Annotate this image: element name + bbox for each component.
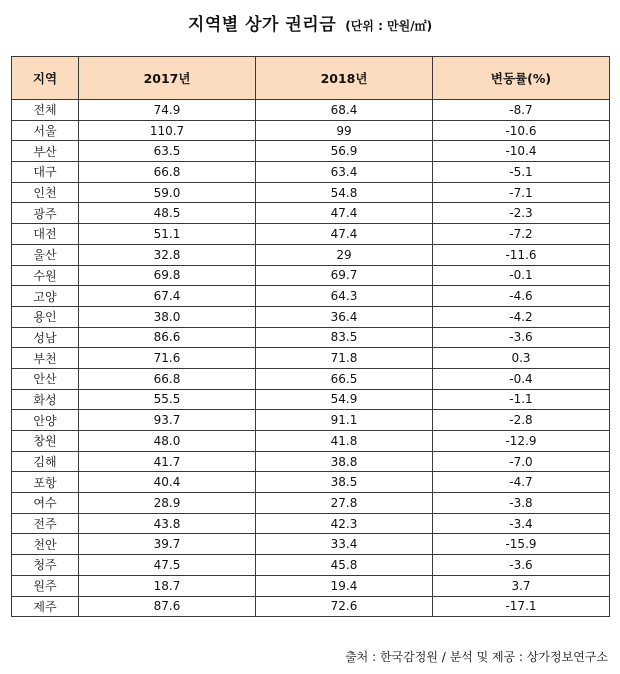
table-row	[12, 265, 610, 286]
cell-2018: 38.8	[256, 451, 433, 472]
cell-region: 대전	[12, 224, 79, 245]
table-row	[12, 327, 610, 348]
table-row	[12, 555, 610, 576]
cell-2017: 39.7	[79, 534, 256, 555]
cell-2017: 69.8	[79, 265, 256, 286]
table-row	[12, 513, 610, 534]
cell-change-rate: -10.6	[433, 120, 610, 141]
cell-2018: 69.7	[256, 265, 433, 286]
cell-2017: 110.7	[79, 120, 256, 141]
cell-2017: 66.8	[79, 368, 256, 389]
header-2018: 2018년	[256, 57, 433, 100]
cell-2018: 71.8	[256, 348, 433, 369]
cell-2018: 38.5	[256, 472, 433, 493]
title-text: 지역별 상가 권리금	[187, 15, 337, 35]
table-row	[12, 348, 610, 369]
cell-2018: 45.8	[256, 555, 433, 576]
cell-2018: 41.8	[256, 431, 433, 452]
cell-2017: 67.4	[79, 286, 256, 307]
cell-2017: 86.6	[79, 327, 256, 348]
header-row	[12, 57, 610, 100]
cell-change-rate: -0.1	[433, 265, 610, 286]
table-row	[12, 575, 610, 596]
header-2017: 2017년	[79, 57, 256, 100]
table-row	[12, 493, 610, 514]
cell-region: 원주	[12, 575, 79, 596]
table-row	[12, 410, 610, 431]
cell-region: 창원	[12, 431, 79, 452]
cell-change-rate: -4.7	[433, 472, 610, 493]
cell-region: 서울	[12, 120, 79, 141]
cell-2017: 66.8	[79, 162, 256, 183]
cell-2017: 71.6	[79, 348, 256, 369]
cell-2017: 41.7	[79, 451, 256, 472]
cell-region: 광주	[12, 203, 79, 224]
cell-2018: 42.3	[256, 513, 433, 534]
cell-region: 수원	[12, 265, 79, 286]
data-table	[11, 56, 610, 617]
source-note: 출처 : 한국감정원 / 분석 및 제공 : 상가정보연구소	[345, 650, 608, 664]
cell-change-rate: -7.2	[433, 224, 610, 245]
cell-2018: 54.9	[256, 389, 433, 410]
cell-change-rate: -5.1	[433, 162, 610, 183]
table-row	[12, 286, 610, 307]
table-row	[12, 389, 610, 410]
cell-change-rate: -4.6	[433, 286, 610, 307]
cell-change-rate: 0.3	[433, 348, 610, 369]
table-row	[12, 306, 610, 327]
cell-2017: 47.5	[79, 555, 256, 576]
cell-region: 전주	[12, 513, 79, 534]
cell-region: 청주	[12, 555, 79, 576]
header-change-rate: 변동률(%)	[433, 57, 610, 100]
table-row	[12, 141, 610, 162]
cell-change-rate: -15.9	[433, 534, 610, 555]
cell-change-rate: -1.1	[433, 389, 610, 410]
table-row	[12, 596, 610, 617]
cell-2017: 74.9	[79, 100, 256, 121]
cell-region: 전체	[12, 100, 79, 121]
cell-region: 대구	[12, 162, 79, 183]
cell-2017: 32.8	[79, 244, 256, 265]
cell-2018: 47.4	[256, 203, 433, 224]
page-title	[0, 10, 620, 35]
unit-label: (단위 : 만원/㎡)	[345, 19, 433, 33]
table-body	[12, 100, 610, 617]
table-row	[12, 472, 610, 493]
table-row	[12, 182, 610, 203]
cell-2017: 43.8	[79, 513, 256, 534]
cell-2018: 33.4	[256, 534, 433, 555]
table-row	[12, 534, 610, 555]
cell-change-rate: -11.6	[433, 244, 610, 265]
cell-region: 여수	[12, 493, 79, 514]
cell-region: 제주	[12, 596, 79, 617]
cell-change-rate: -3.8	[433, 493, 610, 514]
cell-2017: 51.1	[79, 224, 256, 245]
cell-region: 인천	[12, 182, 79, 203]
cell-region: 울산	[12, 244, 79, 265]
cell-2017: 18.7	[79, 575, 256, 596]
cell-region: 용인	[12, 306, 79, 327]
cell-region: 고양	[12, 286, 79, 307]
cell-2017: 40.4	[79, 472, 256, 493]
table-row	[12, 368, 610, 389]
cell-2018: 27.8	[256, 493, 433, 514]
table-row	[12, 431, 610, 452]
cell-2017: 48.5	[79, 203, 256, 224]
cell-region: 부산	[12, 141, 79, 162]
cell-2018: 99	[256, 120, 433, 141]
cell-2018: 63.4	[256, 162, 433, 183]
cell-change-rate: -12.9	[433, 431, 610, 452]
cell-region: 화성	[12, 389, 79, 410]
cell-change-rate: -3.6	[433, 555, 610, 576]
cell-2018: 36.4	[256, 306, 433, 327]
cell-2017: 48.0	[79, 431, 256, 452]
cell-2018: 47.4	[256, 224, 433, 245]
cell-2017: 93.7	[79, 410, 256, 431]
cell-change-rate: -2.8	[433, 410, 610, 431]
header-region: 지역	[12, 57, 79, 100]
cell-2017: 38.0	[79, 306, 256, 327]
cell-2017: 63.5	[79, 141, 256, 162]
cell-change-rate: -3.4	[433, 513, 610, 534]
cell-2018: 64.3	[256, 286, 433, 307]
cell-region: 안양	[12, 410, 79, 431]
cell-change-rate: -8.7	[433, 100, 610, 121]
cell-change-rate: -3.6	[433, 327, 610, 348]
cell-2018: 29	[256, 244, 433, 265]
cell-change-rate: -10.4	[433, 141, 610, 162]
cell-2017: 55.5	[79, 389, 256, 410]
cell-region: 부천	[12, 348, 79, 369]
cell-change-rate: -7.0	[433, 451, 610, 472]
cell-2018: 54.8	[256, 182, 433, 203]
cell-region: 안산	[12, 368, 79, 389]
cell-2018: 56.9	[256, 141, 433, 162]
cell-change-rate: -4.2	[433, 306, 610, 327]
cell-change-rate: -7.1	[433, 182, 610, 203]
table-row	[12, 100, 610, 121]
cell-region: 포항	[12, 472, 79, 493]
cell-change-rate: -2.3	[433, 203, 610, 224]
cell-region: 김해	[12, 451, 79, 472]
cell-2018: 19.4	[256, 575, 433, 596]
cell-2018: 66.5	[256, 368, 433, 389]
cell-region: 성남	[12, 327, 79, 348]
table-row	[12, 224, 610, 245]
cell-change-rate: 3.7	[433, 575, 610, 596]
cell-change-rate: -17.1	[433, 596, 610, 617]
cell-change-rate: -0.4	[433, 368, 610, 389]
cell-2017: 87.6	[79, 596, 256, 617]
table-row	[12, 451, 610, 472]
table-row	[12, 244, 610, 265]
cell-2017: 28.9	[79, 493, 256, 514]
cell-2018: 68.4	[256, 100, 433, 121]
table-row	[12, 203, 610, 224]
table-row	[12, 162, 610, 183]
table-row	[12, 120, 610, 141]
cell-2017: 59.0	[79, 182, 256, 203]
cell-2018: 91.1	[256, 410, 433, 431]
cell-2018: 72.6	[256, 596, 433, 617]
cell-2018: 83.5	[256, 327, 433, 348]
cell-region: 천안	[12, 534, 79, 555]
